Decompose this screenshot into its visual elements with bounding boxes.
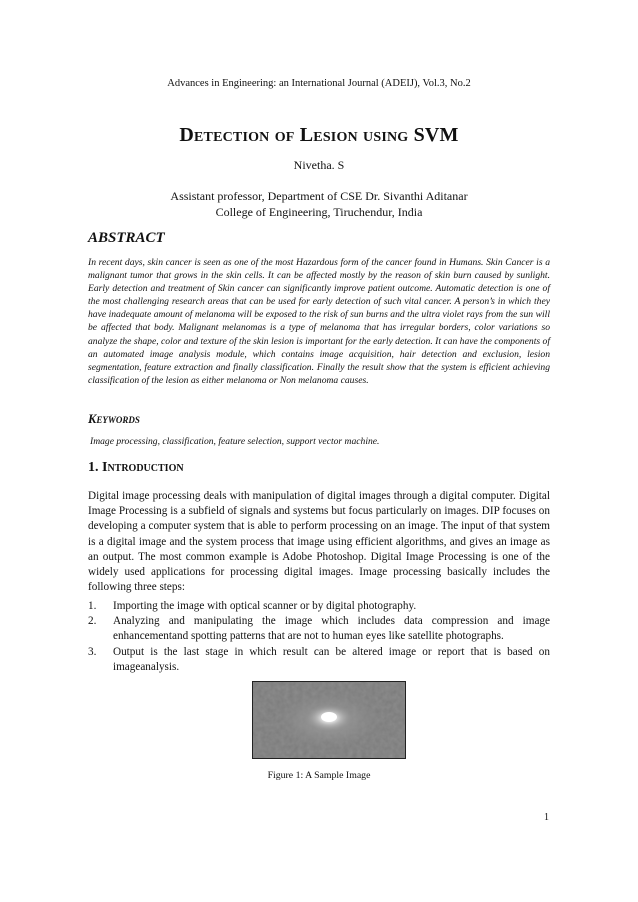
list-item-text: Output is the last stage in which result can be altered image or report that is based on imageanalysis. bbox=[113, 645, 550, 673]
sample-lesion-image bbox=[252, 681, 406, 759]
list-item bbox=[88, 614, 550, 644]
introduction-heading: 1. Introduction bbox=[88, 460, 184, 475]
abstract-body: In recent days, skin cancer is seen as one of the most Hazardous form of the cancer found in Humans. Skin Cancer is a malignant tumor that grows in the skin cells. It can be affected mostly by the reason of skin burn caused by sunlight. Early detection and treatment of Skin cancer can significantly improve patient outcome. Automatic detection is one of the most challenging research areas that can be used for early detection of such vital cancer. A person’s in which they have inadequate amount of melanoma will be exposed to the risk of sun burns and the ultra violet rays from the sun will be affected that body. Malignant melanomas is a type of melanoma that has irregular borders, color variations so analyze the shape, color and texture of the skin lesion is important for the early detection. It can have the components of an automated image analysis module, which contains image acquisition, hair detection and exclusion, lesion segmentation, feature extraction and finally classification. Finally the result show that the system is efficient achieving classification of the lesion as either melanoma or Non melanoma causes. bbox=[88, 257, 550, 386]
list-item bbox=[88, 645, 550, 675]
list-item bbox=[88, 599, 550, 614]
keywords-heading: Keywords bbox=[88, 412, 140, 426]
figure-caption: Figure 1: A Sample Image bbox=[267, 770, 371, 781]
page-number: 1 bbox=[544, 812, 549, 823]
keywords-body: Image processing, classification, feature selection, support vector machine. bbox=[90, 436, 380, 447]
list-item-text: Analyzing and manipulating the image which includes data compression and image enhancementand spotting patterns that are not to human eyes like satellite photographs. bbox=[113, 615, 550, 643]
list-item-number: 3. bbox=[88, 645, 97, 658]
lesion-image-graphic bbox=[253, 682, 405, 758]
paper-title: Detection of Lesion using SVM bbox=[179, 124, 459, 146]
steps-list bbox=[88, 599, 550, 675]
affiliation-line-1: Assistant professor, Department of CSE Dr. Sivanthi Aditanar bbox=[170, 189, 468, 203]
introduction-body: Digital image processing deals with manipulation of digital images through a digital computer. Digital Image Processing is a subfield of signals and systems but focus particularly on images. DIP focuses on developing a computer system that is able to perform processing on an image. The input of that system is a digital image and the system process that image using efficient algorithms, and gives an image as an output. The most common example is Adobe Photoshop. Digital Image Processing is one of the widely used applications for processing digital images. Image processing basically includes the following three steps: bbox=[88, 490, 550, 594]
affiliation-line-2: College of Engineering, Tiruchendur, India bbox=[215, 205, 423, 219]
author-affiliation bbox=[0, 188, 638, 220]
author-name: Nivetha. S bbox=[293, 158, 345, 172]
list-item-text: Importing the image with optical scanner or by digital photography. bbox=[113, 600, 417, 612]
list-item-number: 1. bbox=[88, 600, 97, 612]
running-head: Advances in Engineering: an International Journal (ADEIJ), Vol.3, No.2 bbox=[167, 78, 471, 89]
list-item-number: 2. bbox=[88, 615, 97, 628]
abstract-heading: ABSTRACT bbox=[88, 230, 165, 246]
